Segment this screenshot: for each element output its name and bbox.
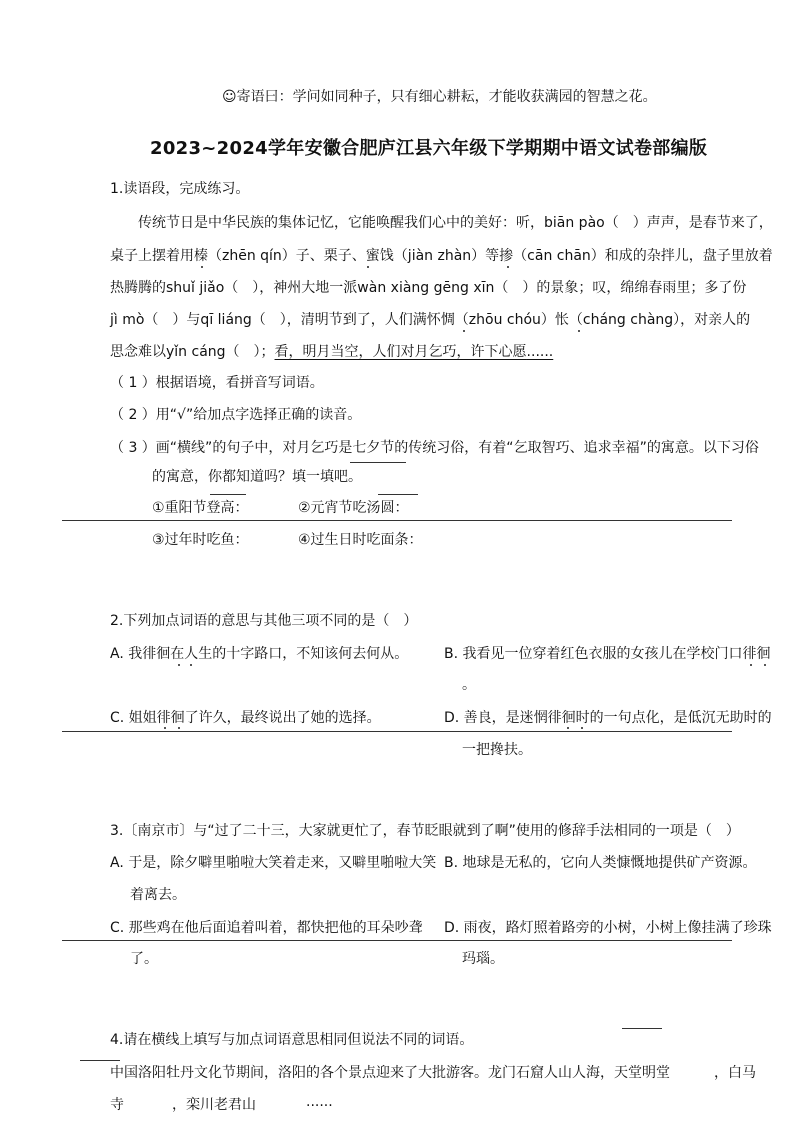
q3-option-c[interactable]: C. 那些鸡在他后面追着叫着，都快把他的耳朵吵聋 [110,920,423,936]
q4-heading: 4.请在横线上填写与加点词语意思相同但说法不同的词语。 [110,1032,474,1048]
q2-option-b-cont: 。 [462,677,476,693]
q2-option-c[interactable]: C. 姐姐徘徊了许久，最终说出了她的选择。 [110,710,381,726]
motto: ☺寄语曰：学问如同种子，只有细心耕耘，才能收获满园的智慧之花。 [222,89,657,105]
q3-option-a-cont: 着离去。 [130,887,186,903]
q1-paragraph-line-4: jì mò（ ）与qī liáng（ ），清明节到了，人们满怀惆（zhōu chóu）怅（cháng chàng），对亲人的 [110,312,751,328]
q1-sub-2: （ 2 ）用“√”给加点字选择正确的读音。 [110,407,362,423]
q1-paragraph-line-3: 热腾腾的shuǐ jiǎo（ ），神州大地一派wàn xiàng gēng xīn（ ）的景象；叹，绵绵春雨里；多了份 [110,280,747,296]
emphasis-dot [567,727,569,729]
q4-line-2-mid: ，栾川老君山 [172,1097,256,1113]
q4-line-2-start: 寺 [110,1097,124,1113]
emphasis-dot [367,266,369,268]
custom-4: ④过生日时吃面条： [298,532,423,548]
custom-2: ②元宵节吃汤圆： [298,500,409,516]
q3-option-b[interactable]: B. 地球是无私的，它向人类慷慨地提供矿产资源。 [444,855,757,871]
q3-heading: 3.〔南京市〕与“过了二十三，大家就更忙了，春节眨眼就到了啊”使用的修辞手法相同的一项是（ ） [110,823,740,839]
q2-option-b[interactable]: B. 我看见一位穿着红色衣服的女孩儿在学校门口徘徊 [444,646,771,662]
emphasis-dot [750,664,752,666]
emphasis-dot [164,727,166,729]
emphasis-dot [581,727,583,729]
emphasis-dot [178,664,180,666]
emphasis-dot [190,664,192,666]
emphasis-dot [463,330,465,332]
q2-heading: 2.下列加点词语的意思与其他三项不同的是（ ） [110,613,418,629]
q1-underlined-sentence: 看，明月当空，人们对月乞巧，许下心愿 [274,344,527,360]
q1-paragraph-line-2: 桌子上摆着用榛（zhēn qín）子、栗子、蜜饯（jiàn zhàn）等掺（cān chān）和成的杂拌儿，盘子里放着 [110,248,773,264]
q1-sub-3-line-1: （ 3 ）画“横线”的句子中，对月乞巧是七夕节的传统习俗，有着“乞取智巧、追求幸福”的寓意。以下习俗 [110,440,759,456]
q2-option-a[interactable]: A. 我徘徊在人生的十字路口，不知该何去何从。 [110,646,409,662]
divider [62,731,732,732]
q4-line-1-end: ，白马 [714,1065,756,1081]
divider [62,520,732,521]
q1-paragraph-line-5 [110,341,553,361]
emphasis-dot [764,664,766,666]
divider [62,940,732,941]
answer-blank[interactable] [210,494,246,495]
q4-line-1: 中国洛阳牡丹文化节期间，洛阳的各个景点迎来了大批游客。龙门石窟人山人海，天堂明堂 [110,1065,670,1081]
page-title: 2023~2024学年安徽合肥庐江县六年级下学期期中语文试卷部编版 [150,138,708,159]
emphasis-dot [178,727,180,729]
q3-option-d-cont: 玛瑙。 [462,951,504,967]
q3-option-c-cont: 了。 [130,951,158,967]
custom-1: ①重阳节登高： [152,500,249,516]
answer-blank[interactable] [80,1060,120,1061]
answer-blank[interactable] [622,1028,662,1029]
custom-3: ③过年时吃鱼： [152,532,249,548]
q1-sub-3-line-2: 的寓意，你都知道吗？填一填吧。 [152,469,362,485]
q3-option-a[interactable]: A. 于是，除夕噼里啪啦大笑着走来，又噼里啪啦大笑 [110,855,437,871]
q3-option-d[interactable]: D. 雨夜，路灯照着路旁的小树，小树上像挂满了珍珠 [444,920,772,936]
q1-heading: 1.读语段，完成练习。 [110,181,250,197]
q1-sub-1: （ 1 ）根据语境，看拼音写词语。 [110,375,324,391]
answer-blank[interactable] [350,462,406,463]
emphasis-dot [578,330,580,332]
q4-line-2-ellipsis: ...... [306,1094,333,1110]
q1-ellipsis: ...... [526,344,554,360]
q1-p5-text: 思念难以yǐn cáng（ ）； [110,344,275,360]
emphasis-dot [507,266,509,268]
answer-blank[interactable] [378,494,418,495]
emphasis-dot [201,266,203,268]
q2-option-d-cont: 一把搀扶。 [462,742,532,758]
q1-paragraph-line-1: 传统节日是中华民族的集体记忆，它能唤醒我们心中的美好：听，biān pào（ ）声声，是春节来了， [138,215,773,231]
q2-option-d[interactable]: D. 善良，是迷惘徘徊时的一句点化，是低沉无助时的 [444,710,772,726]
